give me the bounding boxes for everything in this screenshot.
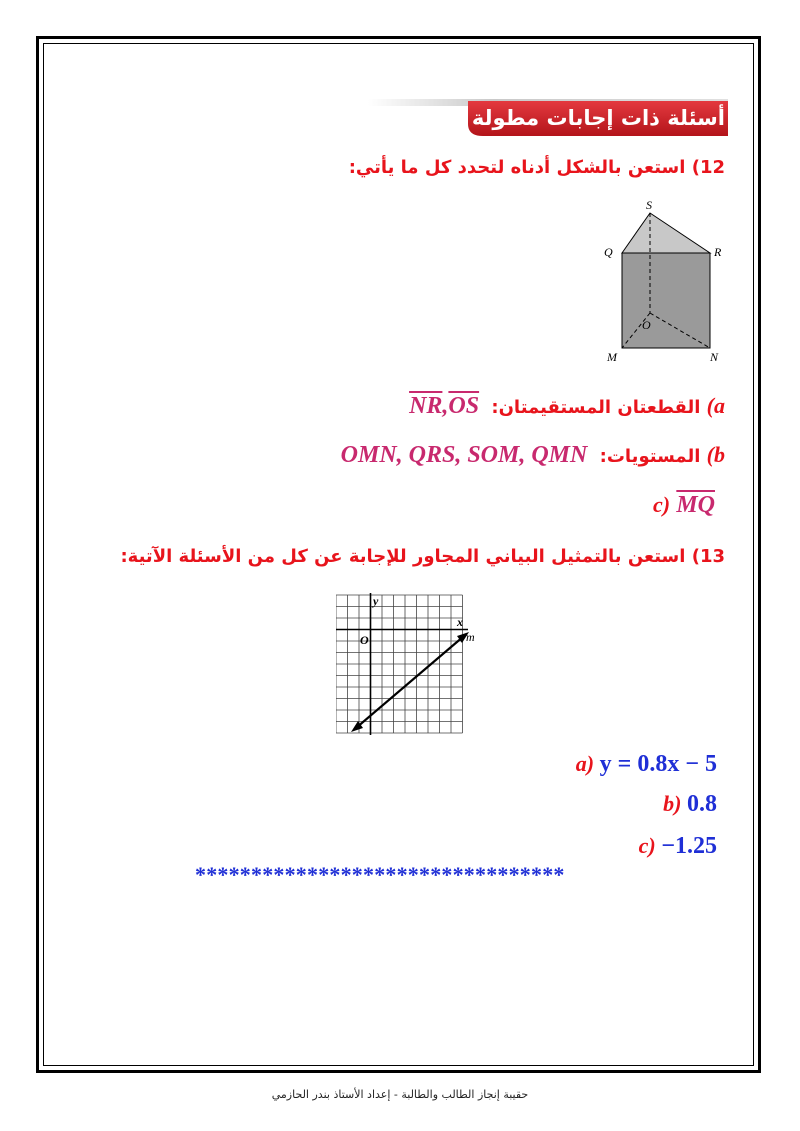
answer-13a	[576, 751, 725, 778]
answer-13a-letter: a)	[575, 751, 595, 776]
question-13-prompt: استعن بالتمثيل البياني المجاور للإجابة عن كل من الأسئلة الآتية:	[120, 546, 686, 567]
answer-13c-value: −1.25	[661, 833, 717, 859]
answer-12b-label: المستويات:	[599, 446, 701, 467]
prism-figure	[590, 193, 730, 365]
answer-12b-planes: OMN, QRS, SOM, QMN	[340, 442, 588, 468]
answer-13c	[639, 833, 725, 860]
answer-12a	[409, 393, 725, 420]
answer-13b-letter: b)	[663, 791, 682, 816]
coordinate-graph	[336, 593, 486, 738]
question-12-prompt: استعن بالشكل أدناه لتحدد كل ما يأتي:	[348, 157, 686, 178]
section-title: أسئلة ذات إجابات مطولة	[471, 106, 725, 130]
question-12	[349, 157, 725, 178]
answer-12a-label: القطعتان المستقيمتان:	[491, 397, 701, 418]
answer-13a-equation: y = 0.8x − 5	[599, 751, 717, 777]
divider-stars: *********************************	[195, 862, 565, 887]
answer-13b-value: 0.8	[687, 791, 717, 817]
answer-12b-letter: b)	[706, 442, 725, 467]
label-line-m: m	[466, 630, 475, 644]
segment-os: $\overline{OS}$	[448, 393, 480, 419]
answer-12a-letter: a)	[706, 393, 725, 418]
answer-12c	[653, 492, 725, 519]
answer-13b	[663, 791, 725, 818]
label-o: O	[642, 318, 651, 332]
page-footer: حقيبة إنجاز الطالب والطالبة - إعداد الأستاذ بندر الحازمي	[271, 1088, 529, 1101]
question-13-number: 13)	[691, 546, 725, 567]
label-n: N	[710, 350, 719, 364]
label-q: Q	[604, 245, 613, 259]
label-r: R	[714, 245, 722, 259]
answer-12c-letter: c)	[652, 492, 671, 517]
question-12-number: 12)	[691, 157, 725, 178]
label-s: S	[646, 198, 652, 212]
segment-separator: ,	[442, 393, 449, 419]
answer-12b	[341, 442, 725, 469]
label-m: M	[607, 350, 617, 364]
label-origin: O	[360, 633, 369, 647]
answer-12c-segment: MQ	[676, 492, 715, 518]
segment-ns: $\overline{NR}$	[409, 393, 443, 419]
answer-13c-letter: c)	[638, 833, 656, 858]
question-13	[120, 546, 725, 567]
line-m	[356, 636, 464, 728]
label-y-axis: y	[373, 594, 379, 608]
label-x-axis: x	[457, 615, 463, 629]
